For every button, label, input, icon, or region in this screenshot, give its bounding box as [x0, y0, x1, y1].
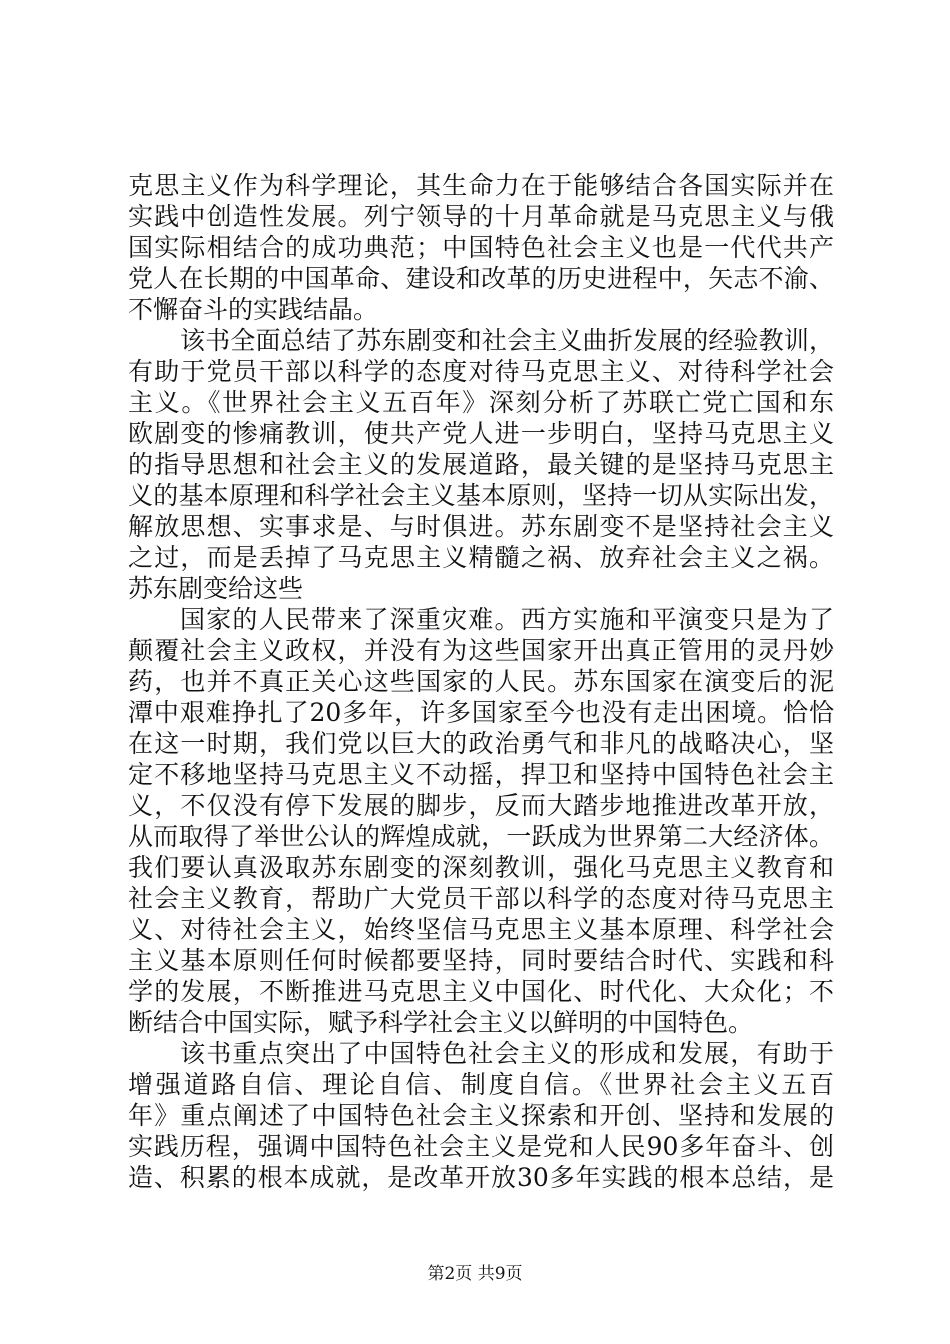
- text-line: 党人在长期的中国革命、建设和改革的历史进程中，矢志不渝、: [128, 264, 834, 293]
- text-line: 主义。《世界社会主义五百年》深刻分析了苏联亡党亡国和东: [128, 388, 834, 417]
- text-line: 之过，而是丢掉了马克思主义精髓之祸、放弃社会主义之祸。: [128, 543, 834, 572]
- paragraph-start-line: 该书重点突出了中国特色社会主义的形成和发展，有助于: [180, 1039, 834, 1068]
- text-line: 药，也并不真正关心这些国家的人民。苏东国家在演变后的泥: [128, 667, 834, 696]
- text-line: 欧剧变的惨痛教训，使共产党人进一步明白，坚持马克思主义: [128, 419, 834, 448]
- text-line: 定不移地坚持马克思主义不动摇，捍卫和坚持中国特色社会主: [128, 760, 834, 789]
- page-number-footer: 第2页 共9页: [427, 1264, 523, 1284]
- text-line: 我们要认真汲取苏东剧变的深刻教训，强化马克思主义教育和: [128, 853, 834, 882]
- text-line: 义、对待社会主义，始终坚信马克思主义基本原理、科学社会: [128, 915, 834, 944]
- text-line: 主义基本原则任何时候都要坚持，同时要结合时代、实践和科: [128, 946, 834, 975]
- text-line: 社会主义教育，帮助广大党员干部以科学的态度对待马克思主: [128, 884, 834, 913]
- text-line: 有助于党员干部以科学的态度对待马克思主义、对待科学社会: [128, 357, 834, 386]
- text-line: 年》重点阐述了中国特色社会主义探索和开创、坚持和发展的: [128, 1101, 834, 1130]
- text-line: 不懈奋斗的实践结晶。: [128, 295, 379, 324]
- text-line: 的指导思想和社会主义的发展道路，最关键的是坚持马克思主: [128, 450, 834, 479]
- paragraph-start-line: 该书全面总结了苏东剧变和社会主义曲折发展的经验教训，: [180, 326, 834, 355]
- text-line: 实践历程，强调中国特色社会主义是党和人民90多年奋斗、创: [128, 1132, 834, 1161]
- text-line: 实践中创造性发展。列宁领导的十月革命就是马克思主义与俄: [128, 202, 834, 231]
- text-line: 断结合中国实际，赋予科学社会主义以鲜明的中国特色。: [128, 1008, 754, 1037]
- text-line: 国实际相结合的成功典范；中国特色社会主义也是一代代共产: [128, 233, 834, 262]
- document-body: [128, 170, 834, 1193]
- text-line: 造、积累的根本成就，是改革开放30多年实践的根本总结，是: [128, 1163, 834, 1192]
- text-line: 增强道路自信、理论自信、制度自信。《世界社会主义五百: [128, 1070, 834, 1099]
- text-line: 义，不仅没有停下发展的脚步，反而大踏步地推进改革开放，: [128, 791, 834, 820]
- text-line: 从而取得了举世公认的辉煌成就，一跃成为世界第二大经济体。: [128, 822, 834, 851]
- text-line: 在这一时期，我们党以巨大的政治勇气和非凡的战略决心，坚: [128, 729, 834, 758]
- text-line: 克思主义作为科学理论，其生命力在于能够结合各国实际并在: [128, 171, 834, 200]
- text-line: 义的基本原理和科学社会主义基本原则，坚持一切从实际出发，: [128, 481, 834, 510]
- text-line: 学的发展，不断推进马克思主义中国化、时代化、大众化；不: [128, 977, 834, 1006]
- text-line: 潭中艰难挣扎了20多年，许多国家至今也没有走出困境。恰恰: [128, 698, 834, 727]
- text-line: 解放思想、实事求是、与时俱进。苏东剧变不是坚持社会主义: [128, 512, 834, 541]
- paragraph-start-line: 国家的人民带来了深重灾难。西方实施和平演变只是为了: [180, 605, 834, 634]
- text-line: 苏东剧变给这些: [128, 574, 304, 603]
- text-line: 颠覆社会主义政权，并没有为这些国家开出真正管用的灵丹妙: [128, 636, 834, 665]
